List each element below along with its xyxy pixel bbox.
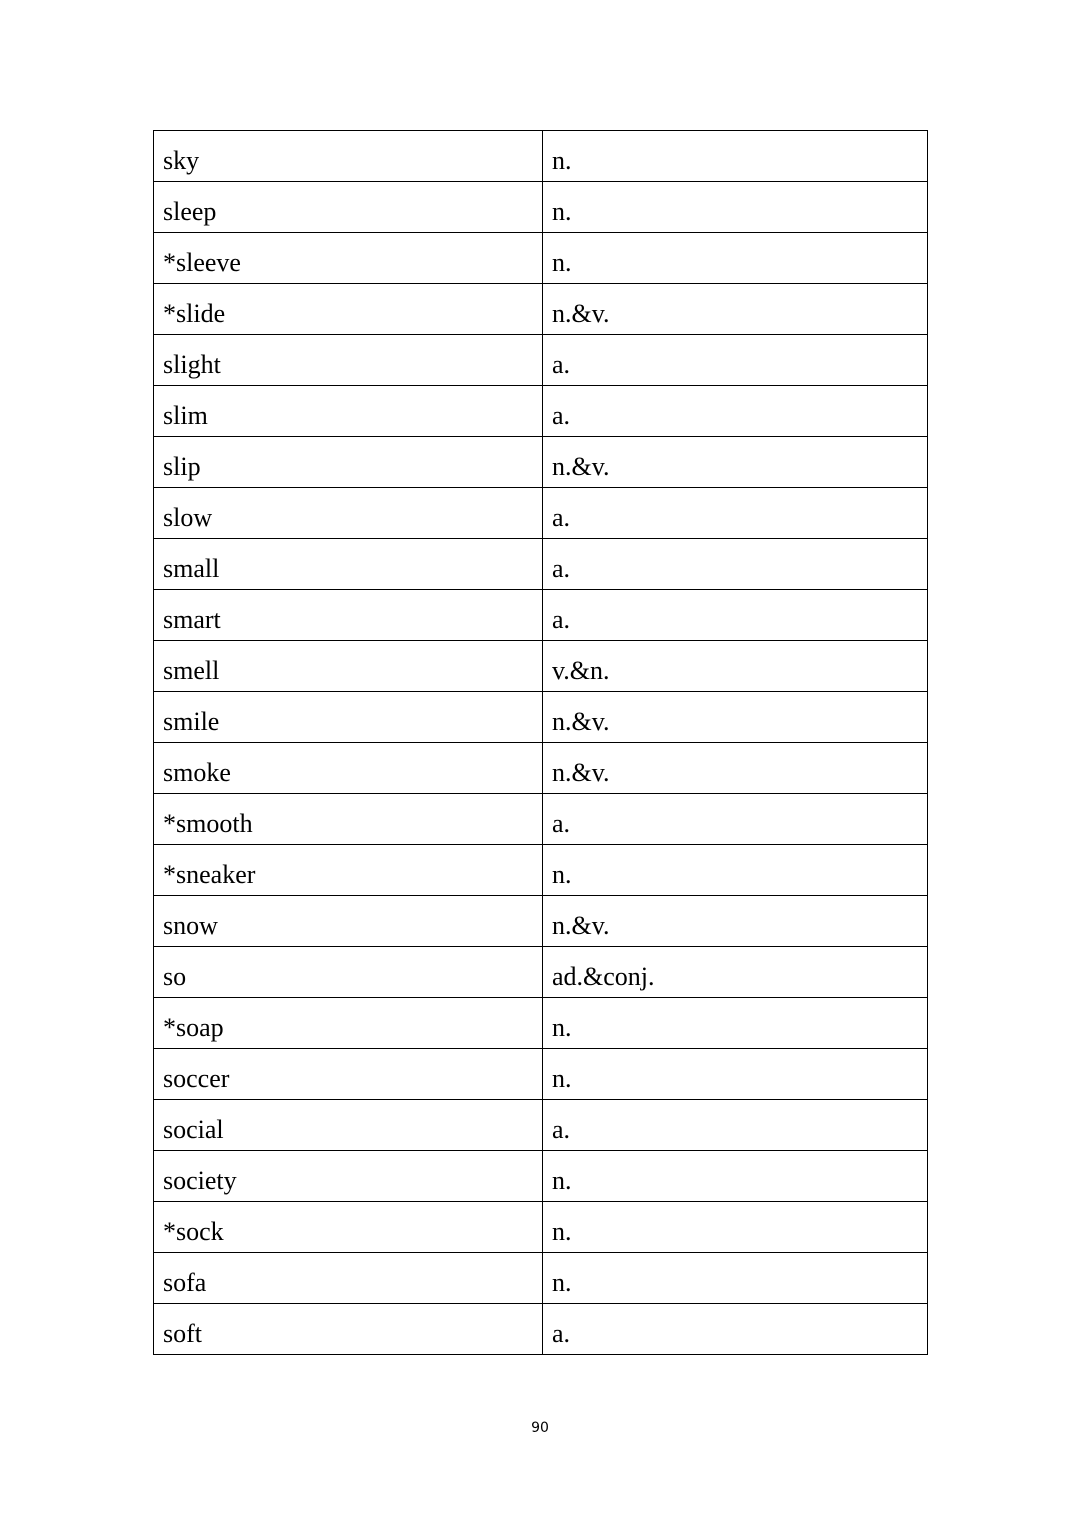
part-of-speech-cell: n.&v. (543, 284, 928, 335)
word-cell: smell (154, 641, 543, 692)
part-of-speech-cell: n. (543, 1151, 928, 1202)
word-cell: *soap (154, 998, 543, 1049)
word-cell: sky (154, 131, 543, 182)
part-of-speech-cell: n.&v. (543, 743, 928, 794)
word-cell: *sneaker (154, 845, 543, 896)
table-row (154, 1304, 928, 1355)
word-cell: slight (154, 335, 543, 386)
table-row (154, 947, 928, 998)
word-cell: smile (154, 692, 543, 743)
table-row (154, 233, 928, 284)
part-of-speech-cell: a. (543, 539, 928, 590)
word-cell: *smooth (154, 794, 543, 845)
part-of-speech-cell: n.&v. (543, 692, 928, 743)
word-cell: smoke (154, 743, 543, 794)
word-cell: *sock (154, 1202, 543, 1253)
table-row (154, 590, 928, 641)
table-row (154, 998, 928, 1049)
table-row (154, 131, 928, 182)
page-number: 90 (531, 1420, 549, 1436)
table-row (154, 539, 928, 590)
word-cell: society (154, 1151, 543, 1202)
part-of-speech-cell: n. (543, 182, 928, 233)
table-row (154, 845, 928, 896)
part-of-speech-cell: n. (543, 845, 928, 896)
vocabulary-table-body (154, 131, 928, 1355)
part-of-speech-cell: n. (543, 1049, 928, 1100)
table-row (154, 794, 928, 845)
table-row (154, 1202, 928, 1253)
part-of-speech-cell: a. (543, 590, 928, 641)
table-row (154, 692, 928, 743)
word-cell: slow (154, 488, 543, 539)
part-of-speech-cell: n. (543, 131, 928, 182)
word-cell: soft (154, 1304, 543, 1355)
table-row (154, 284, 928, 335)
part-of-speech-cell: a. (543, 488, 928, 539)
part-of-speech-cell: n. (543, 233, 928, 284)
table-row (154, 1049, 928, 1100)
word-cell: sofa (154, 1253, 543, 1304)
table-row (154, 386, 928, 437)
table-row (154, 1151, 928, 1202)
part-of-speech-cell: v.&n. (543, 641, 928, 692)
table-row (154, 1253, 928, 1304)
part-of-speech-cell: n.&v. (543, 896, 928, 947)
word-cell: slip (154, 437, 543, 488)
part-of-speech-cell: a. (543, 1100, 928, 1151)
table-row (154, 743, 928, 794)
word-cell: *sleeve (154, 233, 543, 284)
table-row (154, 335, 928, 386)
part-of-speech-cell: a. (543, 386, 928, 437)
word-cell: sleep (154, 182, 543, 233)
part-of-speech-cell: n. (543, 998, 928, 1049)
word-cell: smart (154, 590, 543, 641)
table-row (154, 896, 928, 947)
vocabulary-table (153, 130, 928, 1355)
part-of-speech-cell: a. (543, 794, 928, 845)
part-of-speech-cell: n. (543, 1253, 928, 1304)
part-of-speech-cell: ad.&conj. (543, 947, 928, 998)
part-of-speech-cell: n. (543, 1202, 928, 1253)
part-of-speech-cell: a. (543, 1304, 928, 1355)
word-cell: *slide (154, 284, 543, 335)
word-cell: snow (154, 896, 543, 947)
word-cell: soccer (154, 1049, 543, 1100)
word-cell: slim (154, 386, 543, 437)
word-cell: small (154, 539, 543, 590)
word-cell: social (154, 1100, 543, 1151)
word-cell: so (154, 947, 543, 998)
part-of-speech-cell: n.&v. (543, 437, 928, 488)
table-row (154, 182, 928, 233)
table-row (154, 1100, 928, 1151)
table-row (154, 437, 928, 488)
table-row (154, 641, 928, 692)
part-of-speech-cell: a. (543, 335, 928, 386)
table-row (154, 488, 928, 539)
